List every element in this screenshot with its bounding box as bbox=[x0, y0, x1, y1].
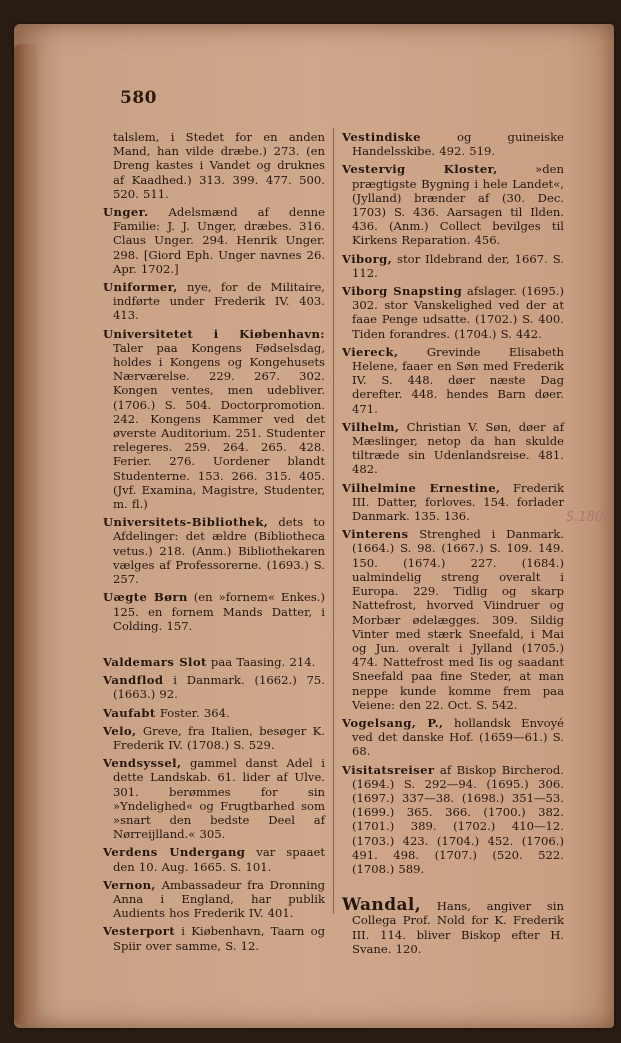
index-entry: Velo, Greve, fra Italien, besøger K. Frederik IV. (1708.) S. 529. bbox=[103, 723, 325, 752]
index-entry: Universitetet i Kiøbenhavn: Taler paa Kongens Fødselsdag, holdes i Kongens og Kongehusets Nærværelse. 229. 267. 302. Kongen ventes, men udebliver. (1706.) S. 504. Doctorpromotion. 242. Kongens Kammer ved det øverste Auditorium. 251. Studenter relegeres. 259. 264. 265. 428. Ferier. 276. Uordener blandt Studenterne. 153. 266. 315. 405. (Jvf. Examina, Magistre, Studenter, m. fl.) bbox=[103, 326, 325, 512]
index-entry: talslem, i Stedet for en anden Mand, han vilde dræbe.) 273. (en Dreng kastes i Vandet og druknes af Kaadhed.) 313. 399. 477. 500. 520. 511. bbox=[113, 130, 325, 201]
index-entry: Vestindiske og guineiske Handelsskibe. 492. 519. bbox=[342, 130, 564, 159]
index-entry: Unger. Adelsmænd af denne Familie: J. J. Unger, dræbes. 316. Claus Unger. 294. Henrik Unger. 298. [Giord Eph. Unger navnes 26. Apr. 1702.] bbox=[103, 205, 325, 276]
index-entry: Uniformer, nye, for de Militaire, indførte under Frederik IV. 403. 413. bbox=[103, 280, 325, 323]
index-entry: Verdens Undergang var spaaet den 10. Aug. 1665. S. 101. bbox=[103, 845, 326, 874]
index-entry: Visitatsreiser af Biskop Bircherod. (1694.) S. 292—94. (1695.) 306. (1697.) 337—38. (1698.) 351—53. (1699.) 365. 366. (1700.) 382. (1701.) 389. (1702.) 410—12. (1703.) 423. (1704.) 452. (1706.) 491. 498. (1707.) (520. 522. (1708.) 589. bbox=[342, 762, 564, 876]
index-column-right bbox=[342, 130, 564, 960]
index-entry: Vestervig Kloster, »den prægtigste Bygning i hele Landet«, (Jylland) brænder af (30. Dec. 1703) S. 436. Aarsagen til Ilden. 436. (Anm.) Collect bevilges til Kirkens Reparation. 456. bbox=[342, 162, 564, 248]
index-entry: Wandal, Hans, angiver sin Collega Prof. Nold for K. Frederik III. 114. bliver Biskop efter H. Svane. 120. bbox=[342, 895, 564, 956]
index-entry: Vaufabt Foster. 364. bbox=[103, 705, 230, 720]
index-column-left bbox=[103, 130, 325, 957]
index-entry: Vogelsang, P., hollandsk Envoyé ved det danske Hof. (1659—61.) S. 68. bbox=[342, 715, 564, 759]
column-divider bbox=[333, 128, 334, 914]
index-entry: Vandflod i Danmark. (1662.) 75. (1663.) 92. bbox=[103, 673, 325, 702]
handwritten-margin-note: S.180c bbox=[566, 510, 611, 525]
index-entry: Vinterens Strenghed i Danmark. (1664.) S. 98. (1667.) S. 109. 149. 150. (1674.) 227. (1684.) ualmindelig streng overalt i Europa. 229. Tidlig og skarp Nattefrost, hvorved Viindruer og Morbær ødelægges. 309. Sildig Vinter med stærk Sneefald, i Mai og Jun. overalt i Jylland (1705.) 474. Nattefrost med Iis og saadant Sneefald paa fine Steder, at man neppe kunde komme frem paa Veiene: den 22. Oct. S. 542. bbox=[342, 527, 564, 712]
index-entry: Universitets-Bibliothek, dets to Afdelinger: det ældre (Bibliotheca vetus.) 218. (Anm.) Bibliothekaren vælges af Professorerne. (1693.) S. 257. bbox=[103, 515, 325, 587]
index-entry: Valdemars Slot paa Taasing. 214. bbox=[103, 654, 316, 669]
index-entry: Vilhelm, Christian V. Søn, døer af Mæslinger, netop da han skulde tiltræde sin Udenlandsreise. 481. 482. bbox=[342, 419, 564, 477]
index-entry: Vernon, Ambassadeur fra Dronning Anna i England, har publik Audients hos Frederik IV. 401. bbox=[103, 877, 325, 921]
page-number: 580 bbox=[120, 88, 157, 108]
index-entry: Vendsyssel, gammel danst Adel i dette Landskab. 61. lider af Ulve. 301. berømmes for sin »Yndelighed« og Frugtbarhed som »snart den bedste Deel af Nørreijlland.« 305. bbox=[103, 756, 325, 842]
index-entry: Viereck, Grevinde Elisabeth Helene, faaer en Søn med Frederik IV. S. 448. døer næste Dag derefter. 448. hendes Barn døer. 471. bbox=[342, 344, 564, 416]
index-entry: Viborg, stor Ildebrand der, 1667. S. 112. bbox=[342, 251, 564, 280]
index-entry: Viborg Snapsting afslager. (1695.) 302. stor Vanskelighed ved der at faae Penge udsatte. (1702.) S. 400. Tiden forandres. (1704.) S. 442. bbox=[342, 284, 564, 341]
index-entry: Vilhelmine Ernestine, Frederik III. Datter, forloves. 154. forlader Danmark. 135. 136. bbox=[342, 480, 564, 524]
index-entry: Vesterport i Kiøbenhavn, Taarn og Spiir over samme, S. 12. bbox=[103, 924, 325, 953]
page-gutter-shadow bbox=[14, 44, 40, 1024]
index-entry: Uægte Børn (en »fornem« Enkes.) 125. en fornem Mands Datter, i Colding. 157. bbox=[103, 590, 325, 633]
